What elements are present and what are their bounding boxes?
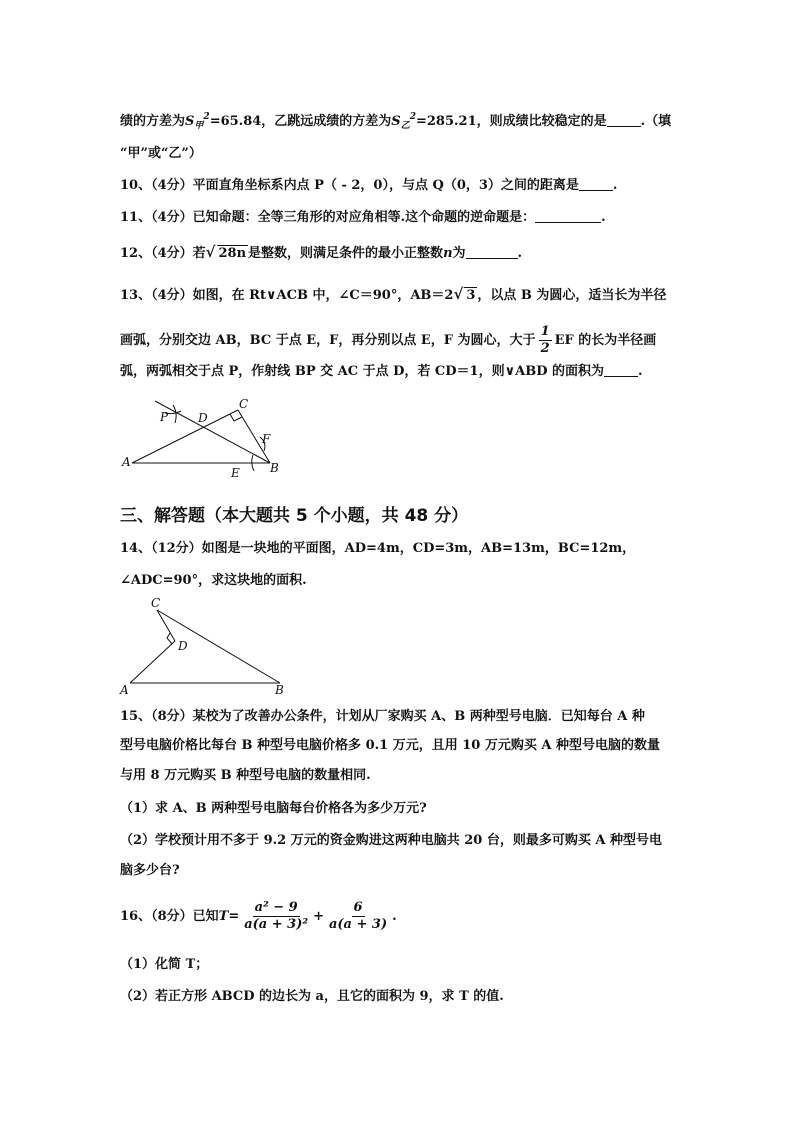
label-c: C (239, 397, 249, 411)
label-a: A (120, 683, 129, 697)
fraction-1: $\frac{\text{a² − 9}}{\text{a(a + 3)²}}$ (244, 900, 309, 932)
label-d: D (178, 639, 188, 653)
answer-blank-q12[interactable] (466, 244, 518, 259)
answer-blank-q9[interactable] (607, 112, 641, 127)
question-10: 10、（4分）平面直角坐标系内点 P（ - 2，0），与点 Q（0，3）之间的距离是 . (120, 178, 618, 193)
question-16-part2: （2）若正方形 ABCD 的边长为 a，且它的面积为 9，求 T 的值. (120, 989, 504, 1004)
right-angle-mark (230, 414, 242, 421)
label-c: C (151, 596, 161, 610)
question-12: 12、（4分）若√ 28n 是整数，则满足条件的最小正整数n为 . (120, 243, 523, 261)
label-b: B (270, 461, 279, 475)
question-16: 16、（8分）已知T= $\frac{\text{a² − 9}}{\text{a(a + 3)²}}$ + $\frac{6}{a(a + 3)}$ . (120, 900, 397, 932)
segment-dc (157, 610, 175, 641)
question-13-line2: 画弧，分别交边 AB，BC 于点 E，F，再分别以点 E，F 为圆心，大于 $\frac{1}{2}$ EF 的长为半径画 (120, 324, 657, 356)
variance-symbol-jia: $S_甲^2$ (185, 112, 210, 131)
section-3-title: 三、解答题（本大题共 5 个小题，共 48 分） (120, 506, 469, 526)
label-b: B (275, 683, 284, 697)
sqrt-sign: √ (453, 285, 464, 303)
fraction-one-half: $\frac{1}{2}$ (540, 324, 550, 356)
question-14-line1: 14、（12分）如图是一块地的平面图，AD=4m，CD=3m，AB=13m，BC=12m， (120, 541, 636, 556)
question-15-part1: （1）求 A、B 两种型号电脑每台价格各为多少万元? (120, 801, 427, 816)
fraction-2: $\frac{6}{a(a + 3)}$ (328, 900, 388, 932)
question-15-line1: 15、（8分）某校为了改善办公条件，计划从厂家购买 A、B 两种型号电脑．已知每台 A 种 (120, 709, 645, 724)
arc-p (173, 405, 176, 423)
label-p: P (160, 410, 169, 424)
question-15-line2: 型号电脑价格比每台 B 种型号电脑价格多 0.1 万元，且用 10 万元购买 A 种型号电脑的数量 (120, 738, 660, 753)
triangle-symbol: ∨ (504, 364, 516, 379)
radicand-28n: 28n (218, 246, 247, 261)
answer-blank-q11[interactable] (535, 208, 601, 223)
question-15-part2-line2: 脑多少台? (120, 863, 180, 878)
ray-bp (155, 401, 270, 463)
question-14-line2: ∠ADC=90°，求这块地的面积. (120, 573, 307, 588)
label-f: F (262, 432, 271, 446)
segment-ac (132, 410, 238, 463)
q9-line2: “甲”或“乙”） (120, 146, 202, 161)
answer-blank-q10[interactable] (579, 176, 613, 191)
segment-cb (157, 610, 280, 683)
question-15-part2-line1: （2）学校预计用不多于 9.2 万元的资金购进这两种电脑共 20 台，则最多可购买 A 种型号电 (120, 833, 662, 848)
triangle-symbol: ∨ (265, 288, 277, 303)
variance-symbol-yi: $S_乙^2$ (391, 112, 416, 131)
question-16-part1: （1）化简 T； (120, 957, 209, 972)
label-d: D (198, 411, 208, 425)
question-13-line1: 13、（4分）如图，在 Rt∨ACB 中，∠C＝90°，AB＝2√ 3 ，以点 B 为圆心，适当长为半径 (120, 285, 667, 303)
segment-ad (130, 641, 175, 683)
figure-q13 (115, 393, 295, 478)
question-15-line3: 与用 8 万元购买 B 种型号电脑的数量相同. (120, 768, 371, 783)
label-e: E (231, 466, 240, 478)
sqrt-sign: √ (205, 243, 216, 261)
label-a: A (122, 455, 131, 469)
question-13-line3: 弧，两弧相交于点 P，作射线 BP 交 AC 于点 D，若 CD＝1，则∨ABD 的面积为 . (120, 364, 643, 379)
figure-q14 (115, 594, 295, 698)
q9-line1: 绩的方差为$S_甲^2=65.84$，乙跳远成绩的方差为$S_乙^2=285.21$，则成绩比较稳定的是 .（填 (120, 112, 672, 131)
answer-blank-q13[interactable] (604, 362, 638, 377)
question-11: 11、（4分）已知命题：全等三角形的对应角相等.这个命题的逆命题是： . (120, 210, 606, 225)
